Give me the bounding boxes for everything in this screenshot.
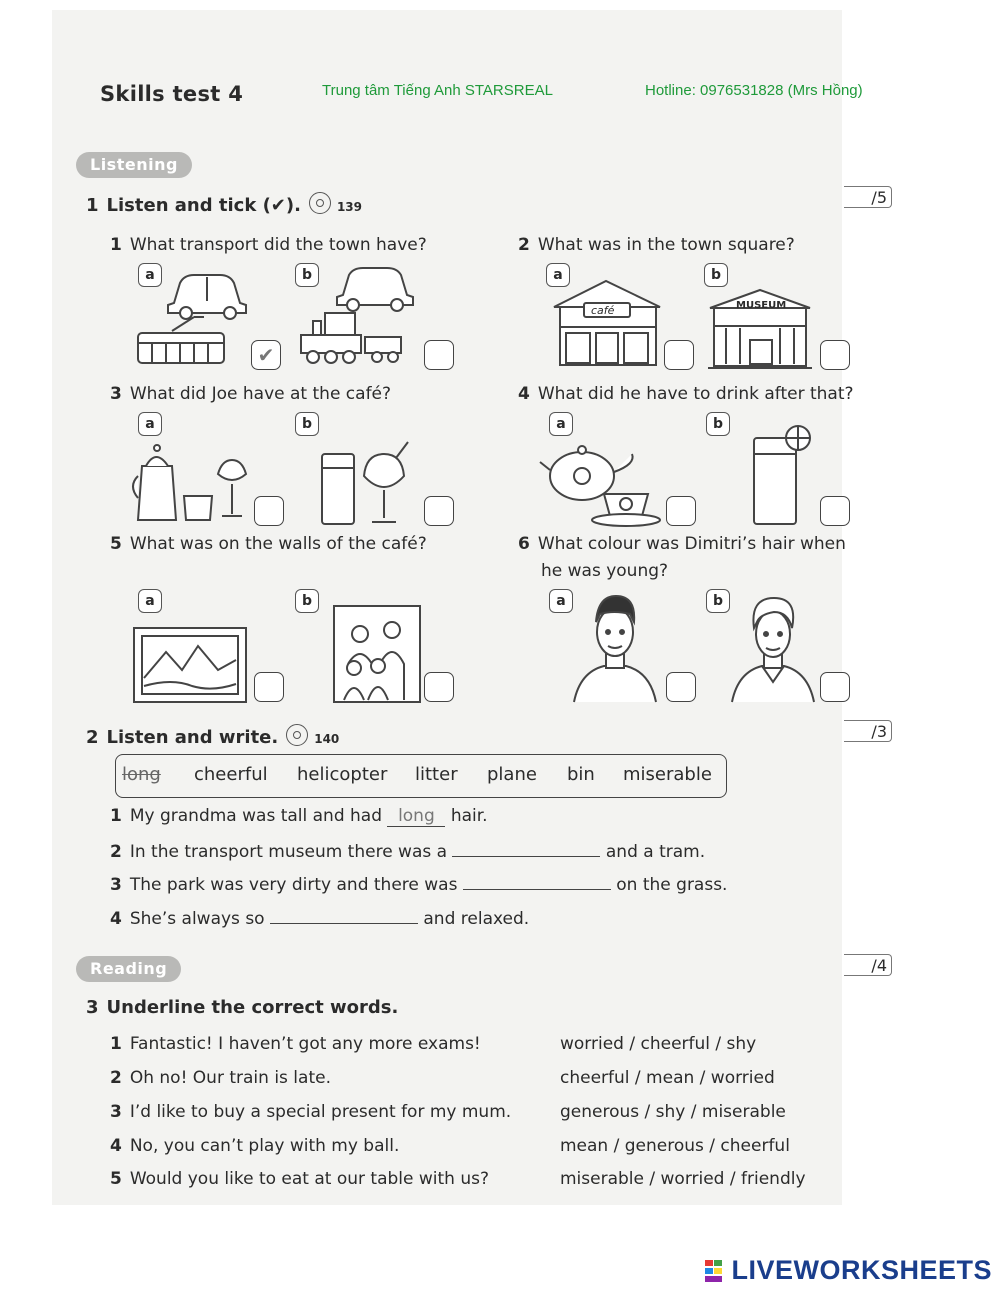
ex3-item-1: 1 Fantastic! I haven’t got any more exams!	[110, 1034, 481, 1054]
word-long: long	[122, 764, 161, 785]
track-number-2: 140	[314, 732, 340, 746]
exercise-2-number: 2	[86, 727, 99, 748]
audio-cd-icon-2[interactable]	[286, 724, 308, 746]
liveworksheets-logo-icon	[705, 1260, 723, 1282]
q1-option-a-label: a	[138, 263, 162, 287]
audio-cd-icon[interactable]	[309, 192, 331, 214]
exercise-2-heading	[86, 724, 339, 748]
q5-option-b-label: b	[295, 589, 319, 613]
glass-of-juice-image	[750, 424, 816, 528]
car-and-tram-image	[132, 265, 252, 370]
ex3-options-5[interactable]: miserable / worried / friendly	[560, 1169, 806, 1189]
question-6-line-2: he was young?	[541, 561, 669, 581]
ex3-options-4[interactable]: mean / generous / cheerful	[560, 1136, 790, 1156]
cafe-building-image	[550, 275, 665, 370]
ex3-item-2: 2 Oh no! Our train is late.	[110, 1068, 331, 1088]
exercise-3-score: /4	[844, 954, 892, 976]
exercise-1-instruction: Listen and tick (✔).	[106, 195, 301, 216]
man-light-hair-image	[728, 592, 818, 704]
exercise-2-score: /3	[844, 720, 892, 742]
ex2-sentence-3: 3 The park was very dirty and there was on the grass.	[110, 875, 728, 895]
exercise-1-score: /5	[844, 186, 892, 208]
q3-tick-box-a[interactable]	[254, 496, 284, 526]
word-miserable: miserable	[623, 764, 712, 785]
q1-option-b-label: b	[295, 263, 319, 287]
question-4: 4 What did he have to drink after that?	[518, 384, 854, 404]
q3-tick-box-b[interactable]	[424, 496, 454, 526]
word-bin: bin	[567, 764, 595, 785]
ex3-options-1[interactable]: worried / cheerful / shy	[560, 1034, 757, 1054]
exercise-3-number: 3	[86, 997, 99, 1018]
ex3-options-2[interactable]: cheerful / mean / worried	[560, 1068, 775, 1088]
exercise-3-instruction: Underline the correct words.	[106, 997, 399, 1018]
ex2-blank-4[interactable]	[270, 907, 418, 924]
word-plane: plane	[487, 764, 537, 785]
ex3-item-4: 4 No, you can’t play with my ball.	[110, 1136, 400, 1156]
exercise-1-number: 1	[86, 195, 99, 216]
coffee-pot-cup-icecream-image	[128, 440, 252, 526]
car-and-train-image	[295, 265, 415, 370]
man-dark-hair-image	[570, 592, 660, 704]
question-5: 5 What was on the walls of the café?	[110, 534, 427, 554]
q1-tick-box-a[interactable]: ✔	[251, 340, 281, 370]
q3-option-b-label: b	[295, 412, 319, 436]
question-6: 6 What colour was Dimitri’s hair when	[518, 534, 846, 554]
hotline: Hotline: 0976531828 (Mrs Hồng)	[645, 82, 863, 99]
museum-sign: MUSEUM	[736, 300, 787, 311]
q5-tick-box-a[interactable]	[254, 672, 284, 702]
center-name: Trung tâm Tiếng Anh STARSREAL	[322, 82, 553, 99]
q5-option-a-label: a	[138, 589, 162, 613]
q2-option-a-label: a	[546, 263, 570, 287]
liveworksheets-logo	[731, 1255, 992, 1286]
landscape-painting-image	[132, 626, 248, 704]
ex2-blank-3[interactable]	[463, 873, 611, 890]
question-1: 1 What transport did the town have?	[110, 235, 427, 255]
q2-option-b-label: b	[704, 263, 728, 287]
ex3-item-5: 5 Would you like to eat at our table with us?	[110, 1169, 489, 1189]
liveworksheets-brand: LIVEWORKSHEETS	[731, 1255, 992, 1285]
q6-tick-box-a[interactable]	[666, 672, 696, 702]
ex2-sentence-4: 4 She’s always so and relaxed.	[110, 909, 530, 929]
ex2-sentence-2: 2 In the transport museum there was a and a tram.	[110, 842, 706, 862]
reading-section-label: Reading	[76, 956, 181, 982]
q6-tick-box-b[interactable]	[820, 672, 850, 702]
q4-option-b-label: b	[706, 412, 730, 436]
q5-tick-box-b[interactable]	[424, 672, 454, 702]
glass-and-icecream-image	[318, 440, 418, 528]
ex2-sentence-1: 1 My grandma was tall and had long hair.	[110, 806, 488, 826]
word-box	[115, 754, 727, 798]
family-photo-image	[332, 604, 422, 704]
word-cheerful: cheerful	[194, 764, 268, 785]
ex2-blank-2[interactable]	[452, 840, 600, 857]
question-2: 2 What was in the town square?	[518, 235, 795, 255]
track-number: 139	[336, 200, 363, 214]
q4-tick-box-a[interactable]	[666, 496, 696, 526]
ex3-item-3: 3 I’d like to buy a special present for my mum.	[110, 1102, 512, 1122]
listening-section-label: Listening	[76, 152, 192, 178]
q6-option-a-label: a	[549, 589, 573, 613]
ex2-answer-1: long	[387, 806, 445, 827]
word-litter: litter	[415, 764, 458, 785]
q4-option-a-label: a	[549, 412, 573, 436]
cafe-sign: café	[591, 304, 615, 317]
q4-tick-box-b[interactable]	[820, 496, 850, 526]
exercise-1-heading	[86, 192, 362, 216]
q2-tick-box-a[interactable]	[664, 340, 694, 370]
q2-tick-box-b[interactable]	[820, 340, 850, 370]
q6-option-b-label: b	[706, 589, 730, 613]
teapot-and-teacup-image	[538, 444, 662, 528]
exercise-2-instruction: Listen and write.	[106, 727, 279, 748]
word-helicopter: helicopter	[297, 764, 388, 785]
question-3: 3 What did Joe have at the café?	[110, 384, 392, 404]
exercise-3-heading	[86, 997, 398, 1018]
q3-option-a-label: a	[138, 412, 162, 436]
page-title: Skills test 4	[100, 82, 244, 106]
ex3-options-3[interactable]: generous / shy / miserable	[560, 1102, 786, 1122]
q1-tick-box-b[interactable]	[424, 340, 454, 370]
